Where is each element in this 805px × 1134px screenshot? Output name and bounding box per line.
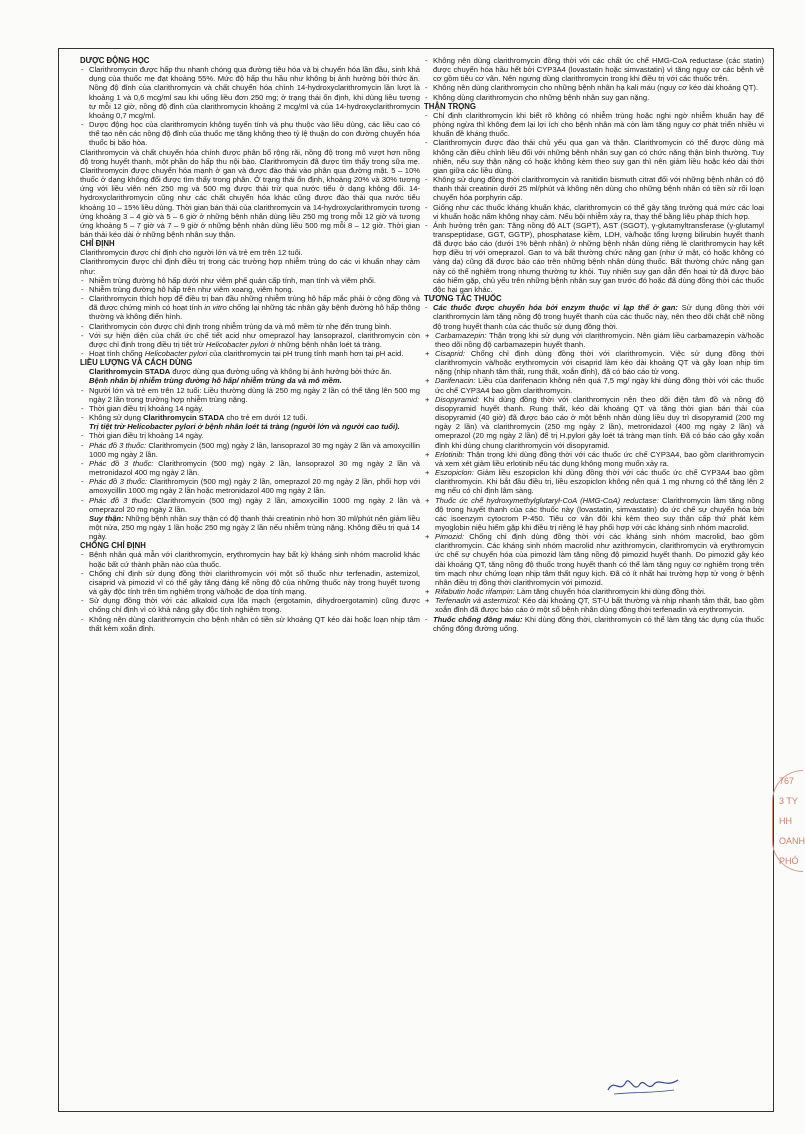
- section-heading-indications: CHỈ ĐỊNH: [80, 239, 115, 249]
- list-item: - Người lớn và trẻ em trên 12 tuổi: Liều thường dùng là 250 mg ngày 2 lần có thể tăng lên 500 mg ngày 2 lần trong trường hợp nhiễm trùng nặng.: [80, 386, 420, 404]
- list-item: - Chống chỉ định sử dụng đồng thời clarithromycin với một số thuốc như terfenadin, astemizol, cisaprid và pimozid vì có thể gây tăng đáng kể nồng độ của những thuốc này trong huyết tương và gây độc tính trên tim nghiêm trọng và/hoặc đe dọa tính mạng.: [80, 569, 420, 596]
- section-heading-pharmacokinetics: DƯỢC ĐỘNG HỌC: [80, 56, 150, 65]
- list-item: - Thời gian điều trị khoảng 14 ngày.: [80, 431, 420, 440]
- subheading: Trị tiệt trừ Helicobacter pylori ở bệnh nhân loét tá tràng (người lớn và người cao tuổi).: [89, 422, 400, 432]
- list-item: + Thuốc ức chế hydroxymethylglutaryl-CoA (HMG-CoA) reductase: Clarithromycin làm tăng nồng độ trong huyết thanh của các thuốc này (lovastatin, simvastatin) do ức chế sự chuyển hóa bởi các isoenzym cytocrom P-450. Tiêu cơ vân đôi khi kèm theo suy thận cấp thứ phát kèm myoglobin niệu hiếm gặp khi điều trị riêng lẻ hay phối hợp với các kháng sinh nhóm macrolid.: [424, 496, 764, 533]
- list-item: - Hoạt tính chống Helicobacter pylori của clarithromycin tại pH trung tính mạnh hơn tại pH acid.: [80, 349, 420, 358]
- list-item: + Cisaprid: Chống chỉ định dùng đồng thời với clarithromycin. Việc sử dụng đồng thời clarithromycin và/hoặc erythromycin với cisaprid làm kéo dài khoảng QT và gây loạn nhịp tim nặng (nhịp nhanh tâm thất, rung thất, xoắn đỉnh), đã có báo cáo tử vong.: [424, 349, 764, 376]
- list-item: + Disopyramid: Khi dùng đồng thời với clarithromycin nên theo dõi điện tâm đồ và nồng độ disopyramid huyết thanh. Rung thất, kéo dài khoảng QT và tăng thời gian bán thải của disopyramid (40 giờ) đã được báo cáo ở một bệnh nhân dùng liều duy trì disopyramid (200 mg ngày 2 lần) và clarithromycin (250 mg ngày 2 lần), metronidazol (400 mg ngày 2 lần) và omeprazol (20 mg ngày 2 lần) để trị H.pylori gây loét tá tràng mạn tính. Đã có báo cáo gây xoắn đỉnh khi dùng chung clarithromycin với disopyramid.: [424, 395, 764, 450]
- list-item: - Nhiễm trùng đường hô hấp trên như viêm xoang, viêm họng.: [80, 285, 420, 294]
- list-item: - Phác đồ 3 thuốc: Clarithromycin (500 mg) ngày 2 lần, amoxycillin 1000 mg ngày 2 lần và omeprazol 20 mg ngày 2 lần.: [80, 496, 420, 514]
- list-item: + Rifabutin hoặc rifampin: Làm tăng chuyển hóa clarithromycin khi dùng đồng thời.: [424, 587, 764, 596]
- list-item: - Các thuốc được chuyển hóa bởi enzym thuộc vi lạp thể ở gan: Sử dụng đồng thời với clarithromycin làm tăng nồng độ trong huyết thanh của các thuốc này, nên theo dõi chặt chẽ nồng độ trong huyết thanh của các thuốc sử dụng đồng thời.: [424, 303, 764, 330]
- list-item: - Không sử dụng Clarithromycin STADA cho trẻ em dưới 12 tuổi.: [80, 413, 420, 422]
- list-item: - Giống như các thuốc kháng khuẩn khác, clarithromycin có thể gây tăng trưởng quá mức các loại vi khuẩn hoặc nấm không nhạy cảm. Nếu bội nhiễm xảy ra, thay thế bằng liệu pháp thích hợp.: [424, 203, 764, 221]
- list-item: + Carbamazepin: Thận trọng khi sử dụng với clarithromycin. Nên giám liều carbamazepin và/hoặc theo dõi nồng độ carbamazepin huyết thanh.: [424, 331, 764, 349]
- paragraph: Clarithromycin và chất chuyển hóa chính được phân bố rộng rãi, nồng độ trong mô vượt hơn nồng độ trong huyết thanh, một phần do hấp thu nội bào. Clarithromycin đã được tìm thấy trong sữa mẹ. Clarithromycin được chuyển hóa mạnh ở gan và được đào thải vào phân qua đường mật. 5 – 10% thuốc ở dạng không đổi được tìm thấy trong phân. Ở trạng thái ổn định, khoảng 20% và 30% tương ứng với liều viên nén 250 mg và 500 mg được thải trừ qua nước tiểu ở dạng không đổi. 14-hydroxyclarithromycin cũng như các chất chuyển hóa khác cũng được đào thải qua nước tiểu khoảng 10 – 15% liều dùng. Thời gian bán thải của clarithromycin và 14-hydroxyclarithromycin tương ứng khoảng 3 – 4 giờ và 5 – 6 giờ ở những bệnh nhân dùng liều 250 mg trong mỗi 12 giờ và tương ứng khoảng 5 – 7 giờ và 7 – 9 giờ ở những bệnh nhân dùng liều 500 mg mỗi 8 – 12 giờ. Thời gian bán thải kéo dài ở những bệnh nhân suy thận.: [80, 147, 420, 239]
- list-item: - Clarithromycin được đào thải chủ yếu qua gan và thận. Clarithromycin có thể được dùng mà không cần điều chỉnh liều đối với những bệnh nhân suy gan có chức năng thận bình thường. Tuy nhiên, nếu suy thận nặng có hoặc không kèm theo suy gan thì nên giảm liều hoặc kéo dài thời gian giữa các liều dùng.: [424, 138, 764, 175]
- list-item: + Erlotinib: Thận trọng khi dùng đồng thời với các thuốc ức chế CYP3A4, bao gồm clarithromycin và xem xét giảm liều erlotinib nếu tác dụng không mong muốn xảy ra.: [424, 450, 764, 468]
- list-item: - Sử dụng đồng thời với các alkaloid cựa lõa mạch (ergotamin, dihydroergotamin) cũng được chống chỉ định vì có khả năng gây độc tính nghiêm trọng.: [80, 596, 420, 614]
- list-item: - Thuốc chống đông máu: Khi dùng đồng thời, clarithromycin có thể làm tăng tác dụng của thuốc chống đông đường uống.: [424, 615, 764, 633]
- paragraph: Suy thận: Những bệnh nhân suy thận có độ thanh thải creatinin nhỏ hơn 30 ml/phút nên giảm liều một nửa, 250 mg ngày 1 lần hoặc 250 mg ngày 2 lần nếu nhiễm trùng nặng. Không điều trị quá 14 ngày.: [89, 513, 420, 542]
- paragraph: Clarithromycin được chỉ định cho người lớn và trẻ em trên 12 tuổi.: [80, 248, 303, 258]
- list-item: - Nhiễm trùng đường hô hấp dưới như viêm phế quản cấp tính, mạn tính và viêm phổi.: [80, 276, 420, 285]
- list-item: - Với sự hiện diện của chất ức chế tiết acid như omeprazol hay lansoprazol, clarithromycin còn được chỉ định trong điều trị tiệt trừ Helicobacter pylori ở những bệnh nhân loét tá tràng.: [80, 331, 420, 349]
- paragraph: - Clarithromycin được hấp thu nhanh chóng qua đường tiêu hóa và bị chuyển hóa lần đầu, sinh khả dụng của thuốc mẹ đạt khoảng 55%. Mức độ hấp thu hầu như không bị ảnh hưởng bởi thức ăn. Nồng độ đỉnh của clarithromycin và chất chuyển hóa chính 14-hydroxyclarithromycin lần lượt là khoảng 1 và 0,6 mcg/ml sau khi uống liều đơn 250 mg; ở trạng thái ổn định, khi dùng liều tương tự mỗi 12 giờ, nồng độ đỉnh của clarithromycin khoảng 2 mcg/ml và của 14-hydroxyclarithromycin khoảng 0,7 mcg/ml.: [80, 65, 420, 120]
- section-heading-interactions: TƯƠNG TÁC THUỐC: [424, 294, 502, 304]
- list-item: - Không dùng clarithromycin cho những bệnh nhân suy gan nặng.: [424, 93, 764, 102]
- list-item: + Pimozid: Chống chỉ định dùng đồng thời với các kháng sinh nhóm macrolid, bao gồm clarithromycin. Các kháng sinh nhóm macrolid như azithromycin, clarithromycin và erythromycin ức chế sự chuyển hóa của pimozid làm tăng nồng độ pimozid huyết thanh. Do pimozid gây kéo dài khoảng QT, tăng nồng độ thuốc trong huyết thanh có thể làm tăng nguy cơ nghiêm trọng trên tim mạch như chứng loạn nhịp tâm thất nguy kịch. Đã có ít nhất hai trường hợp tử vong ở bệnh nhân điều trị đồng thời clarithromycin với pimozid.: [424, 532, 764, 587]
- company-stamp: 767 3 TY HH OANH PHÓ: [772, 770, 803, 872]
- paragraph: - Dược động học của clarithromycin không tuyến tính và phụ thuộc vào liều dùng, các liều cao có thể tạo nên các nồng độ đỉnh của thuốc mẹ tăng không theo tỷ lệ thuận do con đường chuyển hóa thuốc bị bão hòa.: [80, 120, 420, 147]
- list-item: - Clarithromycin thích hợp để điều trị ban đầu những nhiễm trùng hô hấp mắc phải ở cộng đồng và đã được chứng minh có hoạt tính in vitro chống lại những tác nhân gây bệnh đường hô hấp thông thường và không điển hình.: [80, 294, 420, 321]
- list-item: - Ảnh hưởng trên gan: Tăng nồng độ ALT (SGPT), AST (SGOT), γ-glutamyltransferase (γ-glutamyl transpeptidase, GGT, GGTP), phosphatase kiềm, LDH, và/hoặc tổng lượng bilirubin huyết thanh đã được báo cáo (dưới 1% bệnh nhân) ở những bệnh nhân dùng riêng lẻ clarithromycin hay kết hợp điều trị với omeprazol. Gan to và bất thường chức năng gan (như ứ mật, có hoặc không có vàng da) cũng đã được báo cáo trên những bệnh nhân dùng thuốc. Bất thường chức năng gan này có thể nghiêm trọng nhưng thường tự khỏi. Tuy nhiên suy gan dẫn đến hoại tử đã được báo cáo hiếm gặp, chủ yếu trên những bệnh nhân suy gan trước đó hoặc đã dùng đồng thời các thuốc độc hại gan khác.: [424, 221, 764, 294]
- list-item: - Bệnh nhân quá mẫn với clarithromycin, erythromycin hay bất kỳ kháng sinh nhóm macrolid khác hoặc bất cứ thành phần nào của thuốc.: [80, 550, 420, 568]
- paragraph: Clarithromycin STADA được dùng qua đường uống và không bị ảnh hưởng bởi thức ăn.: [89, 367, 392, 377]
- section-heading-contraindications: CHỐNG CHỈ ĐỊNH: [80, 541, 146, 551]
- left-column: [80, 56, 420, 633]
- list-item: - Phác đồ 3 thuốc: Clarithromycin (500 mg) ngày 2 lần, lansoprazol 30 mg ngày 2 lần và metronidazol 400 mg ngày 2 lần.: [80, 459, 420, 477]
- list-item: + Darifenacin: Liều của darifenacin không nên quá 7,5 mg/ ngày khi dùng đồng thời với các thuốc ức chế CYP3A4 bao gồm clarithromycin.: [424, 376, 764, 394]
- list-item: - Không nên dùng clarithromycin cho những bệnh nhân hạ kali máu (nguy cơ kéo dài khoảng QT).: [424, 83, 764, 92]
- list-item: + Eszopiclon: Giảm liều eszopiclon khi dùng đồng thời với các thuốc ức chế CYP3A4 bao gồm clarithromycin. Khi bắt đầu điều trị, liều eszopiclon không nên quá 1 mg nhưng có thể tăng lên 2 mg nếu có chỉ định lâm sàng.: [424, 468, 764, 495]
- subheading: Bệnh nhân bị nhiễm trùng đường hô hấp/ nhiễm trùng da và mô mềm.: [89, 376, 342, 386]
- right-column: [424, 56, 764, 633]
- handwritten-signature: [604, 1072, 684, 1098]
- list-item: - Chỉ định clarithromycin khi biết rõ không có nhiễm trùng hoặc nghi ngờ nhiễm khuẩn hay để phòng ngừa thì không đem lại lợi ích cho bệnh nhân mà còn làm tăng nguy cơ phát triển nhiều vi khuẩn đề kháng thuốc.: [424, 111, 764, 138]
- list-item: - Clarithromycin còn được chỉ định trong nhiễm trùng da và mô mềm từ nhẹ đến trung bình.: [80, 322, 420, 331]
- paragraph: Clarithromycin được chỉ định điều trị trong các trường hợp nhiễm trùng do các vi khuẩn nhạy cảm như:: [80, 257, 420, 276]
- list-item: - Không nên dùng clarithromycin cho bệnh nhân có tiền sử khoảng QT kéo dài hoặc loạn nhịp tâm thất kèm xoắn đỉnh.: [80, 615, 420, 633]
- list-item: - Thời gian điều trị khoảng 14 ngày.: [80, 404, 420, 413]
- section-heading-dosage: LIỀU LƯỢNG VÀ CÁCH DÙNG: [80, 358, 193, 368]
- section-heading-precautions: THẬN TRỌNG: [424, 101, 476, 111]
- list-item: + Terfenadin và astermizol: Kéo dài khoảng QT, ST-U bất thường và nhịp nhanh tâm thất, bao gồm xoắn đỉnh đã được báo cáo ở một số bệnh nhân dùng đồng thời terfenadin và erythromycin.: [424, 596, 764, 614]
- list-item: - Không sử dụng đồng thời clarithromycin và ranitidin bismuth citrat đối với những bệnh nhân có độ thanh thải creatinin dưới 25 ml/phút và không nên dùng cho những bệnh nhân có tiền sử rối loạn chuyển hóa porphyrin cấp.: [424, 175, 764, 202]
- list-item: - Phác đồ 3 thuốc: Clarithromycin (500 mg) ngày 2 lần, omeprazol 20 mg ngày 2 lần, phối hợp với amoxycillin 1000 mg ngày 2 lần hoặc metronidazol 400 mg ngày 2 lần.: [80, 477, 420, 495]
- list-item: - Không nên dùng clarithromycin đồng thời với các chất ức chế HMG-CoA reductase (các statin) được chuyển hóa hầu hết bởi CYP3A4 (lovastatin hoặc simvastatin) vì tăng nguy cơ các bệnh về cơ gồm tiêu cơ vân. Nên ngưng dùng clarithromycin trong khi điều trị với các thuốc trên.: [424, 56, 764, 83]
- list-item: - Phác đồ 3 thuốc: Clarithromycin (500 mg) ngày 2 lần, lansoprazol 30 mg ngày 2 lần và amoxycillin 1000 mg ngày 2 lần.: [80, 441, 420, 459]
